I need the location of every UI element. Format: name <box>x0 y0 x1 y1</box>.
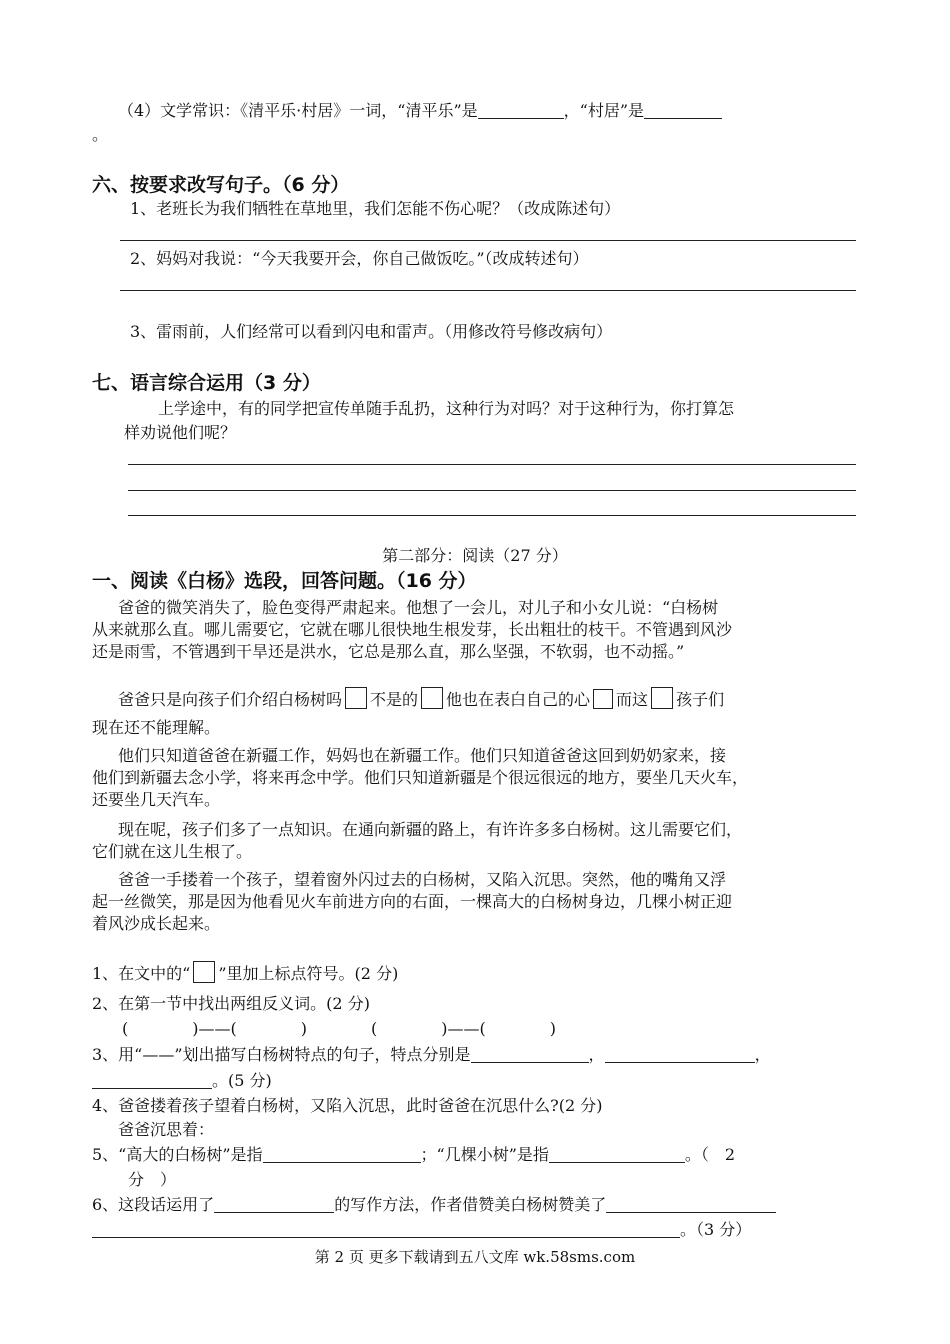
answer-line[interactable] <box>128 515 856 516</box>
s6-question-2: 2、妈妈对我说：“今天我要开会，你自己做饭吃。”（改成转述句） <box>130 249 589 268</box>
part-2-title: 第二部分：阅读（27 分） <box>382 546 568 565</box>
question-6: 6、这段话运用了 的写作方法，作者借赞美白杨树赞美了 <box>92 1195 776 1214</box>
question-3-cont: 。(5 分) <box>92 1071 272 1090</box>
s7-prompt-line-2: 样劝说他们呢？ <box>124 423 237 442</box>
question-5-cont: 分 ） <box>128 1170 177 1189</box>
punctuation-box[interactable] <box>345 687 367 709</box>
answer-blank[interactable] <box>644 102 722 119</box>
s7-prompt-line-1: 上学途中，有的同学把宣传单随手乱扔，这种行为对吗？对于这种行为，你打算怎 <box>158 399 735 418</box>
section-7-title: 七、语言综合运用（3 分） <box>92 372 321 394</box>
answer-line[interactable] <box>120 240 856 241</box>
passage-paragraph-3: 他们只知道爸爸在新疆工作，妈妈也在新疆工作。他们只知道爸爸这回到奶奶家来，接 他们到新疆去念小学，将来再念中学。他们只知道新疆是个很远很远的地方，要坐几天火车， 还要坐几天汽车。 <box>92 746 749 810</box>
answer-blank[interactable] <box>214 1196 334 1213</box>
question-2-antonym-pairs[interactable]: ( )——( ) ( )——( ) <box>122 1019 556 1038</box>
punctuation-box-example <box>193 961 215 983</box>
passage-paragraph-2-cont: 现在还不能理解。 <box>92 718 221 737</box>
punctuation-box[interactable] <box>651 687 673 709</box>
question-3: 3、用“——”划出描写白杨树特点的句子，特点分别是 ， ， <box>92 1045 771 1064</box>
section-6-title: 六、按要求改写句子。（6 分） <box>92 174 350 196</box>
answer-blank[interactable] <box>605 1046 755 1063</box>
punctuation-box[interactable] <box>421 687 443 709</box>
question-4: 4、爸爸搂着孩子望着白杨树，又陷入沉思，此时爸爸在沉思什么?(2 分) <box>92 1096 603 1115</box>
answer-line[interactable] <box>128 464 856 465</box>
reading-1-title: 一、阅读《白杨》选段，回答问题。（16 分） <box>92 570 477 592</box>
q4-end-mark: 。 <box>92 125 109 144</box>
passage-paragraph-5: 爸爸一手搂着一个孩子，望着窗外闪过去的白杨树，又陷入沉思。突然，他的嘴角又浮 起一丝微笑，那是因为他看见火车前进方向的右面，一棵高大的白杨树身边，几棵小树正迎 着风沙成长起来。 <box>92 870 733 934</box>
answer-blank[interactable] <box>92 1221 680 1238</box>
question-1: 1、在文中的“ ”里加上标点符号。(2 分) <box>92 961 398 983</box>
s6-question-3: 3、雷雨前，人们经常可以看到闪电和雷声。（用修改符号修改病句） <box>130 322 613 341</box>
answer-blank[interactable] <box>549 1146 685 1163</box>
question-6-cont: 。（3 分） <box>92 1220 751 1239</box>
passage-paragraph-4: 现在呢，孩子们多了一点知识。在通向新疆的路上，有许许多多白杨树。这儿需要它们， 它们就在这儿生根了。 <box>92 820 743 862</box>
answer-blank[interactable] <box>478 102 564 119</box>
question-5: 5、“高大的白杨树”是指 ；“几棵小树”是指 。（ 2 <box>92 1145 736 1164</box>
page-footer: 第 2 页 更多下载请到五八文库 wk.58sms.com <box>314 1248 636 1266</box>
q4-literature-line: （4）文学常识：《清平乐·村居》一词，“清平乐”是 ，“村居”是 <box>118 101 722 120</box>
passage-paragraph-1: 爸爸的微笑消失了，脸色变得严肃起来。他想了一会儿，对儿子和小女儿说：“白杨树 从来就那么直。哪儿需要它，它就在哪儿很快地生根发芽，长出粗壮的枝干。不管遇到风沙 还是雨雪，不管遇到干旱还是洪水，它总是那么直，那么坚强，不软弱，也不动摇。” <box>92 598 733 662</box>
answer-line[interactable] <box>120 290 856 291</box>
question-2: 2、在第一节中找出两组反义词。(2 分) <box>92 994 370 1013</box>
answer-blank[interactable] <box>92 1072 212 1089</box>
answer-line[interactable] <box>128 490 856 491</box>
answer-blank[interactable] <box>606 1196 776 1213</box>
answer-blank[interactable] <box>471 1046 589 1063</box>
answer-blank[interactable] <box>263 1146 421 1163</box>
passage-paragraph-2: 爸爸只是向孩子们介绍白杨树吗 不是的 他也在表白自己的心 而这 孩子们 <box>118 687 724 709</box>
s6-question-1: 1、老班长为我们牺牲在草地里，我们怎能不伤心呢？（改成陈述句） <box>130 199 621 218</box>
punctuation-box[interactable] <box>593 689 613 709</box>
question-4-answer-prompt: 爸爸沉思着： <box>118 1120 215 1139</box>
